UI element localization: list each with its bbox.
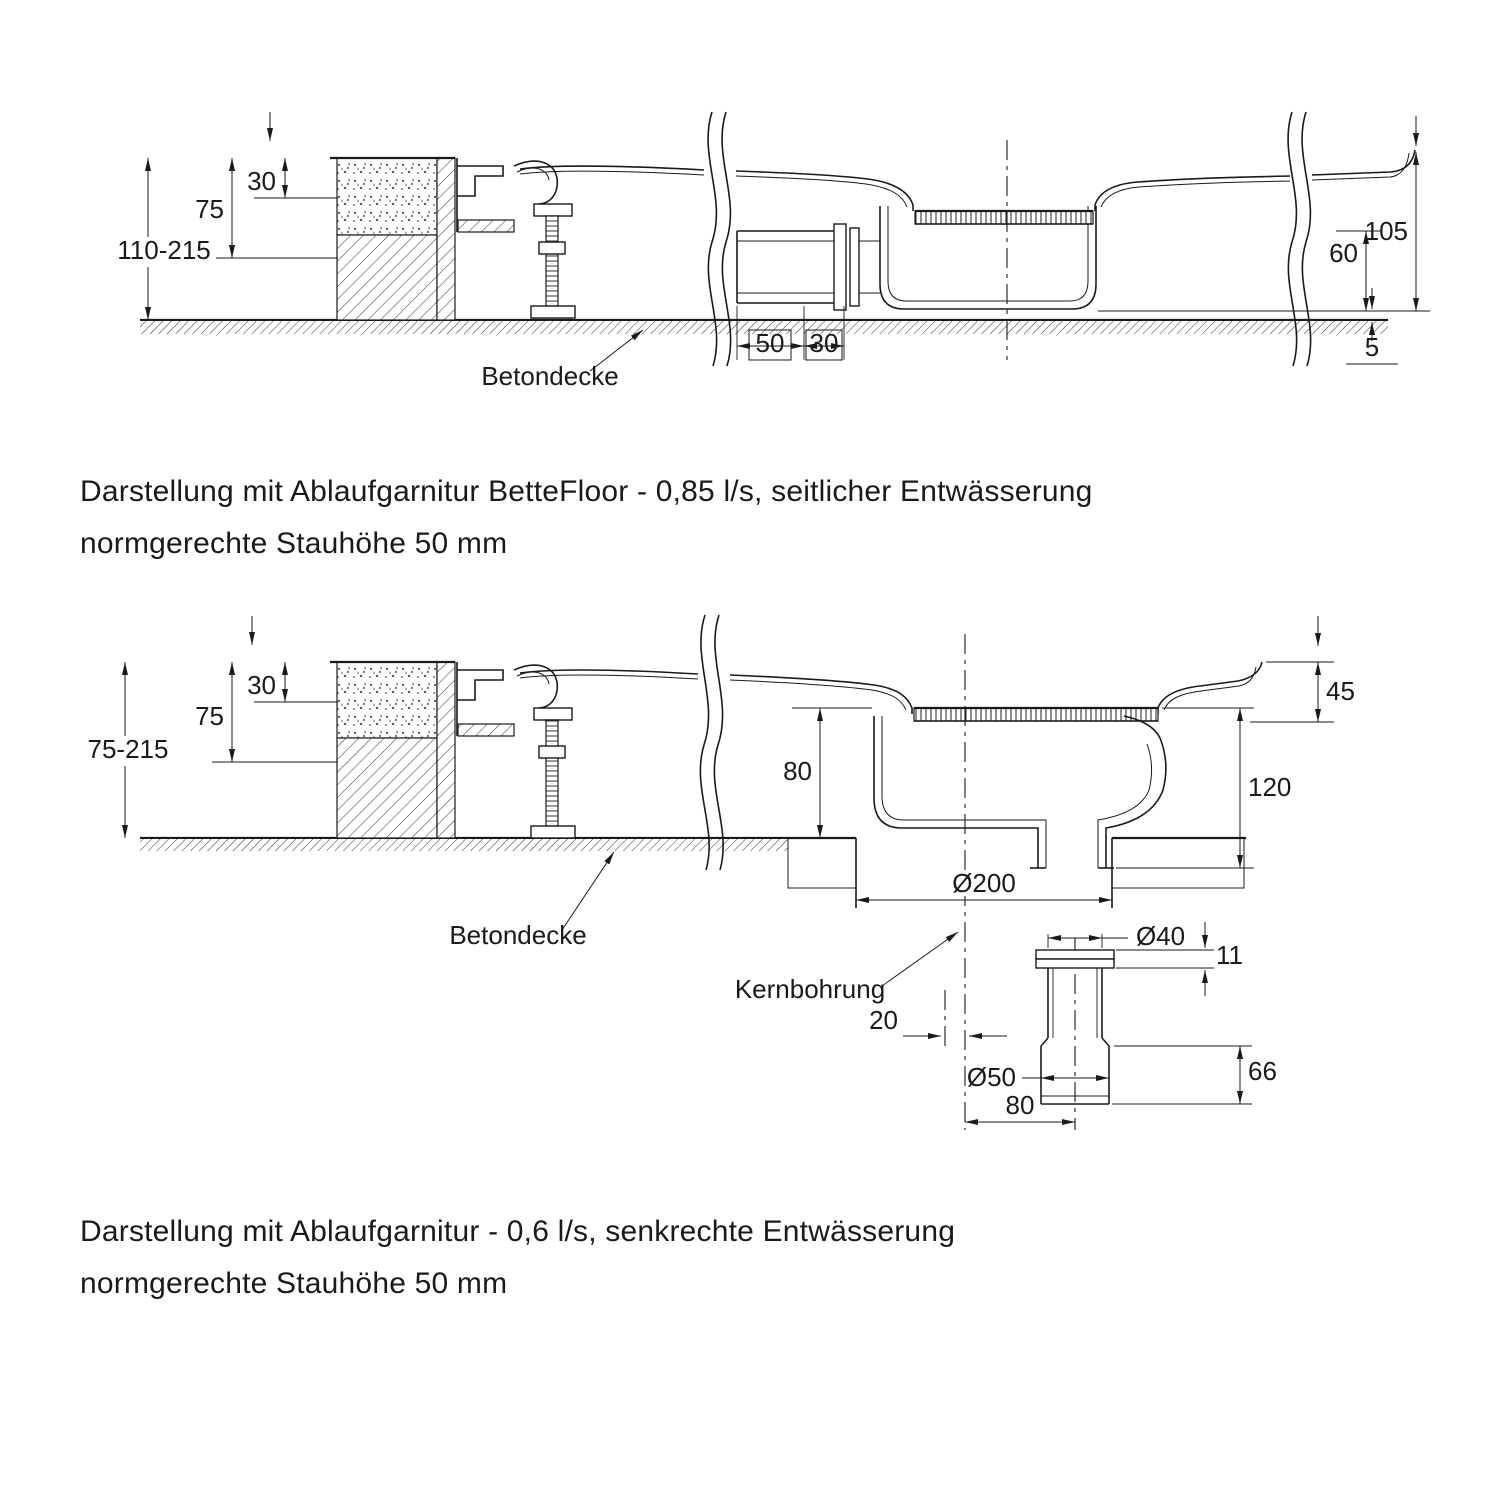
dim-75: 75 [195,701,224,731]
dim-45: 45 [1326,676,1355,706]
dim-30b: 30 [809,328,839,358]
dim-66: 66 [1248,1056,1277,1086]
masonry-hatch [337,738,437,838]
dim-5: 5 [1364,332,1380,362]
concrete-floor [140,838,1246,950]
dim-30: 30 [247,166,276,196]
edge-strip-hatch [437,662,455,838]
dim-105: 105 [1364,216,1408,246]
caption2-line2: normgerechte Stauhöhe 50 mm [80,1267,508,1300]
dim-11: 11 [1216,940,1243,970]
dim-d200: Ø200 [952,868,1016,898]
dim-d50: Ø50 [966,1062,1016,1092]
break-lines [700,615,723,870]
caption1-line1: Darstellung mit Ablaufgarnitur BetteFloor - 0,85 l/s, seitlicher Entwässerung [80,475,1093,508]
drain-pipe [737,224,880,310]
wall-section [330,158,455,320]
caption2-line1: Darstellung mit Ablaufgarnitur - 0,6 l/s, senkrechte Entwässerung [80,1215,956,1248]
betondecke-label: Betondecke [481,361,619,391]
support-foot [531,708,575,838]
kernbohrung-label: Kernbohrung [734,974,886,1004]
caption-drawing2 [80,1206,1420,1310]
mounting-profile [457,662,557,736]
dim-50: 50 [755,328,785,358]
dim-30: 30 [247,670,276,700]
mounting-profile [457,158,557,232]
drain-grate [914,708,1158,721]
dim-80: 80 [783,756,812,786]
drawing-vertical-drainage [0,600,1500,1220]
tray-surface [520,662,1262,714]
left-dimensions [112,112,338,320]
drain-trap [880,206,1096,309]
tray-surface [520,150,1415,211]
dim-80b: 80 [1005,1090,1035,1120]
caption1-line2: normgerechte Stauhöhe 50 mm [80,527,508,560]
support-foot [531,204,575,318]
dim-total: 110-215 [117,235,211,265]
dim-120: 120 [1248,772,1292,802]
screed-hatch [337,662,437,738]
drain-grate [915,211,1093,224]
right-dimensions [1116,616,1355,868]
middle-dimensions [783,708,872,838]
dim-75: 75 [195,194,224,224]
dim-total: 75-215 [87,734,169,764]
pipe-detail-dimensions [965,921,1277,1122]
slab-hatch-right [1112,838,1244,888]
masonry-hatch [337,235,437,320]
drain-trap [874,708,1166,868]
edge-strip-hatch [437,158,455,320]
drawing-side-drainage [0,0,1500,462]
left-dimensions [80,616,338,838]
wall-section [330,662,455,838]
slab-hatch-left [788,838,856,888]
betondecke-label: Betondecke [449,920,587,950]
dim-60: 60 [1329,238,1358,268]
dim-d40: Ø40 [1136,921,1186,951]
caption-drawing1 [80,466,1420,570]
screed-hatch [337,158,437,235]
dim-20: 20 [869,1005,898,1035]
